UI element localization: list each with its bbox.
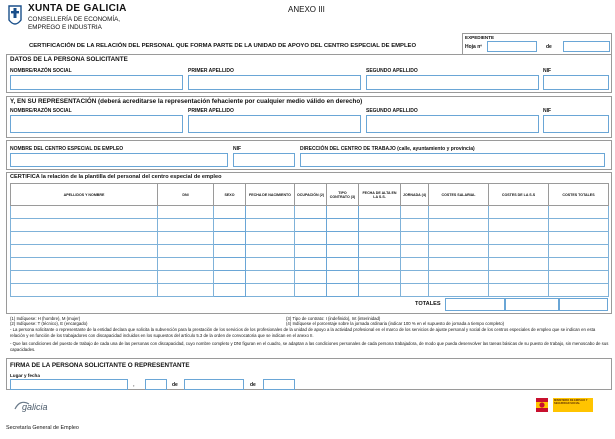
col-header: FECHA DE NACIMIENTO (246, 184, 295, 206)
totals-label: TOTALES (415, 301, 441, 307)
staff-table-header (11, 184, 609, 206)
table-cell-input[interactable] (295, 245, 327, 258)
de-label: de (546, 44, 552, 50)
solicitante-second-surname-input[interactable] (366, 75, 539, 90)
representante-nif-label: NIF (543, 108, 552, 114)
table-cell-input[interactable] (327, 258, 359, 271)
centro-address-input[interactable] (300, 153, 605, 167)
table-cell-input[interactable] (158, 245, 214, 258)
ministry-name: MINISTERIO DE EMPLEO Y SEGURIDAD SOCIAL (554, 399, 588, 406)
table-cell-input[interactable] (295, 232, 327, 245)
representante-first-surname-label: PRIMER APELLIDO (188, 108, 234, 114)
col-header: DNI (158, 184, 214, 206)
staff-table (10, 183, 609, 297)
total-salarial-input[interactable] (445, 298, 505, 311)
table-cell-input[interactable] (214, 219, 246, 232)
table-cell-input[interactable] (359, 284, 401, 297)
representante-second-surname-input[interactable] (366, 115, 539, 133)
table-cell-input[interactable] (11, 206, 158, 219)
declaration-1: - La persona solicitante o representante de la entidad declara que solicita la subvención para la prestación de los servicios de los profesionales de la unidad de apoyo a la actividad profesional en el marco de los servicios de ajuste personal y social de los centros especiales de empleo que se indican en esta relación y en función de los trabajadores con discapacidad incluidos en los supuestos del artículo 5.3 de la orden de convocatoria que se indican en el anexo II. (10, 327, 596, 338)
day-input[interactable] (145, 379, 167, 390)
solicitante-name-label: NOMBRE/RAZÓN SOCIAL (10, 68, 72, 74)
footnote-3: (3) Tipo de contrato: I (indefinido), Int (interinidad) (286, 316, 381, 321)
table-row (11, 271, 609, 284)
table-cell-input[interactable] (429, 258, 489, 271)
table-cell-input[interactable] (11, 258, 158, 271)
footnote-4: (4) Indíquese el porcentaje sobre la jornada ordinaria (indicar 100 % en el supuesto de jornada a tiempo completo) (286, 321, 505, 326)
total-costes-input[interactable] (559, 298, 608, 311)
annex-title: ANEXO III (288, 5, 325, 14)
table-cell-input[interactable] (549, 284, 609, 297)
table-cell-input[interactable] (327, 284, 359, 297)
table-cell-input[interactable] (359, 219, 401, 232)
table-cell-input[interactable] (295, 284, 327, 297)
hoja-number-input[interactable] (487, 41, 537, 52)
table-cell-input[interactable] (158, 271, 214, 284)
table-cell-input[interactable] (489, 219, 549, 232)
table-cell-input[interactable] (214, 271, 246, 284)
table-cell-input[interactable] (401, 245, 429, 258)
org-sub2: EMPREGO E INDUSTRIA (28, 24, 102, 31)
lugar-fecha-label: Lugar y fecha (10, 373, 40, 378)
col-header: TIPO CONTRATO (3) (327, 184, 359, 206)
table-row (11, 206, 609, 219)
col-header: SEXO (214, 184, 246, 206)
table-cell-input[interactable] (359, 258, 401, 271)
table-cell-input[interactable] (401, 271, 429, 284)
representante-second-surname-label: SEGUNDO APELLIDO (366, 108, 418, 114)
table-cell-input[interactable] (359, 232, 401, 245)
table-row (11, 219, 609, 232)
table-row (11, 232, 609, 245)
table-cell-input[interactable] (489, 258, 549, 271)
table-cell-input[interactable] (489, 245, 549, 258)
table-cell-input[interactable] (214, 245, 246, 258)
month-input[interactable] (184, 379, 244, 390)
firma-de-1: de (172, 382, 178, 388)
table-cell-input[interactable] (246, 219, 295, 232)
table-cell-input[interactable] (549, 245, 609, 258)
expediente-label: EXPEDIENTE (465, 35, 495, 40)
year-input[interactable] (263, 379, 295, 390)
table-cell-input[interactable] (549, 232, 609, 245)
centro-name-input[interactable] (10, 153, 228, 167)
plantilla-heading: CERTIFICA la relación de la plantilla del personal del centro especial de empleo (10, 174, 222, 180)
table-cell-input[interactable] (158, 258, 214, 271)
solicitante-heading: DATOS DE LA PERSONA SOLICITANTE (10, 56, 128, 63)
footnote-1: (1) Indíquese: H (hombre), M (mujer) (10, 316, 81, 321)
table-cell-input[interactable] (11, 284, 158, 297)
table-cell-input[interactable] (246, 258, 295, 271)
table-cell-input[interactable] (295, 271, 327, 284)
centro-address-label: DIRECCIÓN DEL CENTRO DE TRABAJO (calle, ayuntamiento y provincia) (300, 146, 475, 152)
spain-coat-of-arms-icon (534, 397, 550, 413)
table-cell-input[interactable] (489, 206, 549, 219)
table-cell-input[interactable] (158, 284, 214, 297)
xunta-coat-of-arms-icon (6, 4, 24, 30)
table-cell-input[interactable] (549, 271, 609, 284)
table-cell-input[interactable] (489, 284, 549, 297)
solicitante-nif-input[interactable] (543, 75, 609, 90)
col-header: JORNADA (4) (401, 184, 429, 206)
representante-nif-input[interactable] (543, 115, 609, 133)
solicitante-first-surname-label: PRIMER APELLIDO (188, 68, 234, 74)
table-cell-input[interactable] (401, 284, 429, 297)
table-cell-input[interactable] (295, 258, 327, 271)
table-cell-input[interactable] (359, 245, 401, 258)
table-row (11, 258, 609, 271)
org-title: XUNTA DE GALICIA (28, 3, 127, 14)
table-cell-input[interactable] (327, 271, 359, 284)
representante-first-surname-input[interactable] (188, 115, 361, 133)
centro-name-label: NOMBRE DEL CENTRO ESPECIAL DE EMPLEO (10, 146, 124, 152)
representante-name-label: NOMBRE/RAZÓN SOCIAL (10, 108, 72, 114)
secretaria-text: Secretaría General de Empleo (6, 425, 79, 431)
table-cell-input[interactable] (401, 258, 429, 271)
table-cell-input[interactable] (158, 219, 214, 232)
col-header: COSTES TOTALES (549, 184, 609, 206)
table-cell-input[interactable] (429, 219, 489, 232)
col-header: APELLIDOS Y NOMBRE (11, 184, 158, 206)
table-cell-input[interactable] (401, 219, 429, 232)
centro-nif-input[interactable] (233, 153, 295, 167)
table-cell-input[interactable] (246, 232, 295, 245)
document-title: CERTIFICACIÓN DE LA RELACIÓN DEL PERSONAL QUE FORMA PARTE DE LA UNIDAD DE APOYO DEL CENTRO ESPECIAL DE EMPLEO (29, 43, 417, 49)
declaration-2: - Que las condiciones del puesto de trabajo de cada una de las personas con discapacidad, cuyo nombre completo y DNI figuran en el cuadro, se adaptan a las condiciones personales de cada persona trabajadora, de modo que pueda desenvolver las tareas básicas de su puesto de trabajo, sin menoscabo de sus capacidades. (10, 341, 609, 352)
table-cell-input[interactable] (429, 232, 489, 245)
table-cell-input[interactable] (246, 245, 295, 258)
table-cell-input[interactable] (489, 271, 549, 284)
table-cell-input[interactable] (429, 245, 489, 258)
representante-name-input[interactable] (10, 115, 183, 133)
table-row (11, 245, 609, 258)
table-cell-input[interactable] (549, 258, 609, 271)
footnote-2: (2) Indíquese: T (técnico), E (encargado) (10, 321, 88, 326)
table-cell-input[interactable] (401, 232, 429, 245)
firma-de-2: de (250, 382, 256, 388)
solicitante-second-surname-label: SEGUNDO APELLIDO (366, 68, 418, 74)
centro-nif-label: NIF (233, 146, 242, 152)
table-cell-input[interactable] (214, 284, 246, 297)
table-cell-input[interactable] (295, 219, 327, 232)
firma-comma: , (133, 382, 135, 388)
table-cell-input[interactable] (158, 232, 214, 245)
table-cell-input[interactable] (11, 232, 158, 245)
lugar-input[interactable] (10, 379, 128, 390)
solicitante-nif-label: NIF (543, 68, 552, 74)
table-cell-input[interactable] (489, 232, 549, 245)
total-ss-input[interactable] (505, 298, 559, 311)
table-cell-input[interactable] (327, 219, 359, 232)
table-cell-input[interactable] (429, 206, 489, 219)
table-cell-input[interactable] (295, 206, 327, 219)
table-cell-input[interactable] (401, 206, 429, 219)
table-cell-input[interactable] (549, 219, 609, 232)
table-cell-input[interactable] (11, 271, 158, 284)
table-cell-input[interactable] (246, 271, 295, 284)
solicitante-first-surname-input[interactable] (188, 75, 361, 90)
col-header: COSTES DE LA S.S (489, 184, 549, 206)
table-cell-input[interactable] (246, 206, 295, 219)
galicia-logo-text: galicia (22, 402, 48, 412)
table-cell-input[interactable] (214, 258, 246, 271)
firma-heading: FIRMA DE LA PERSONA SOLICITANTE O REPRESENTANTE (10, 362, 190, 369)
table-cell-input[interactable] (11, 245, 158, 258)
col-header: COSTES SALARIAL (429, 184, 489, 206)
table-cell-input[interactable] (158, 206, 214, 219)
table-cell-input[interactable] (327, 245, 359, 258)
table-cell-input[interactable] (359, 271, 401, 284)
table-row (11, 284, 609, 297)
org-sub1: CONSELLERÍA DE ECONOMÍA, (28, 16, 121, 23)
solicitante-name-input[interactable] (10, 75, 183, 90)
table-cell-input[interactable] (327, 206, 359, 219)
table-cell-input[interactable] (246, 284, 295, 297)
hoja-label: Hoja nº (465, 44, 483, 50)
table-cell-input[interactable] (11, 219, 158, 232)
table-cell-input[interactable] (214, 206, 246, 219)
representante-heading: Y, EN SU REPRESENTACIÓN (deberá acreditarse la representación fehaciente por cualquier medio válido en derecho) (10, 98, 363, 105)
table-cell-input[interactable] (549, 206, 609, 219)
table-cell-input[interactable] (359, 206, 401, 219)
table-cell-input[interactable] (429, 271, 489, 284)
table-cell-input[interactable] (429, 284, 489, 297)
table-cell-input[interactable] (327, 232, 359, 245)
col-header: FECHA DE ALTA EN LA S.S. (359, 184, 401, 206)
hoja-total-input[interactable] (563, 41, 610, 52)
table-cell-input[interactable] (214, 232, 246, 245)
col-header: OCUPACIÓN (2) (295, 184, 327, 206)
